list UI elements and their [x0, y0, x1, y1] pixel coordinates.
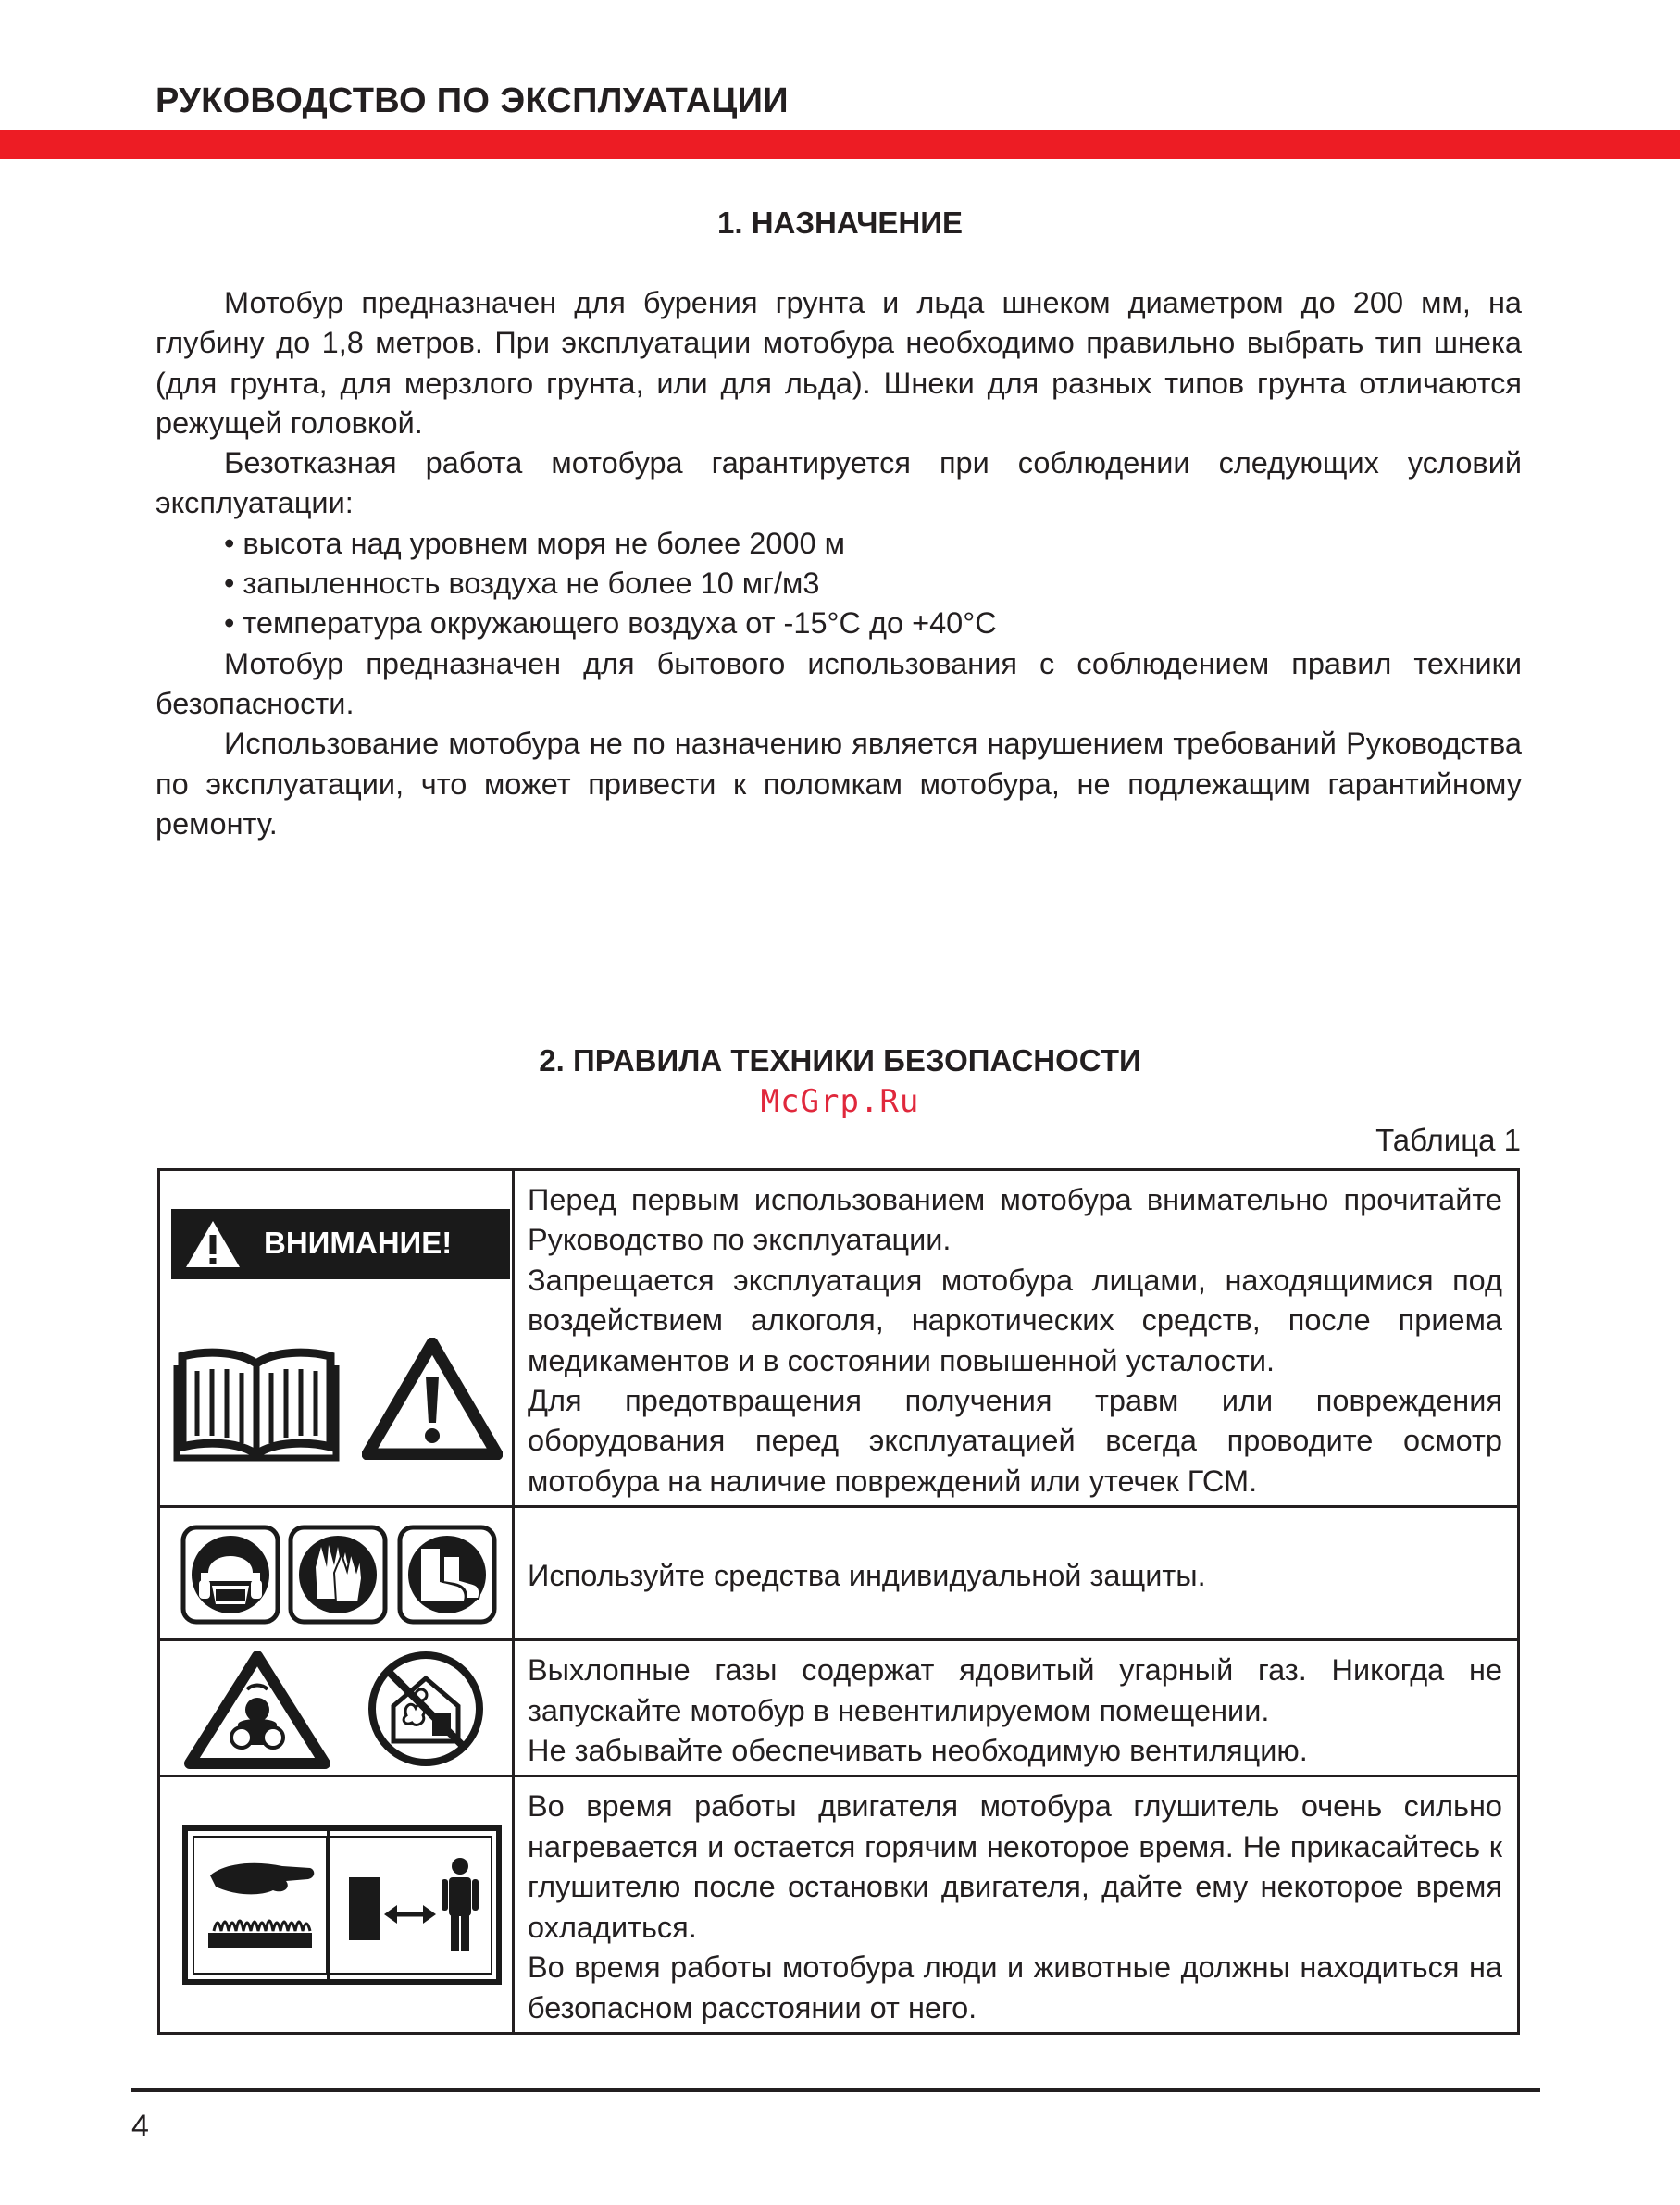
- text-cell: [514, 1507, 1519, 1640]
- footer-divider: [131, 2088, 1540, 2092]
- section-1-title: 1. НАЗНАЧЕНИЕ: [717, 206, 963, 240]
- section-2-title: 2. ПРАВИЛА ТЕХНИКИ БЕЗОПАСНОСТИ: [539, 1043, 1141, 1078]
- warning-banner: [171, 1209, 510, 1279]
- no-indoor-operation-icon: [366, 1649, 486, 1769]
- watermark: McGrp.Ru: [760, 1083, 920, 1120]
- icon-cell: [159, 1640, 514, 1776]
- icon-cell: [159, 1776, 514, 2033]
- document-header-title: РУКОВОДСТВО ПО ЭКСПЛУАТАЦИИ: [156, 81, 789, 120]
- safety-table: [157, 1168, 1520, 2035]
- bullet-altitude: • высота над уровнем моря не более 2000 м: [224, 526, 845, 560]
- row-1-text-2: Запрещается эксплуатация мотобура лицами, находящимися под воздействием алкоголя, наркотических средств, после приема медикаментов и в состоянии повышенной усталости.: [528, 1263, 1502, 1377]
- row-4-text-2: Во время работы мотобура люди и животные должны находиться на безопасном расстоянии от него.: [528, 1950, 1502, 2024]
- keep-distance-icon: [327, 1825, 503, 1985]
- hot-surface-hand-icon: [182, 1825, 330, 1985]
- warning-triangle-icon: [184, 1218, 242, 1270]
- safety-boots-icon: [397, 1525, 497, 1625]
- row-3-text-1: Выхлопные газы содержат ядовитый угарный газ. Никогда не запускайте мотобур в невентилируемом помещении.: [528, 1653, 1502, 1727]
- section-1-body: [156, 283, 1522, 844]
- gloves-icon: [288, 1525, 388, 1625]
- bullet-temperature: • температура окружающего воздуха от -15°С до +40°С: [224, 606, 997, 641]
- warning-label: ВНИМАНИЕ!: [264, 1226, 453, 1260]
- row-3-text-2: Не забывайте обеспечивать необходимую вентиляцию.: [528, 1734, 1308, 1768]
- row-2-text: Используйте средства индивидуальной защиты.: [528, 1559, 1206, 1593]
- row-4-text-1: Во время работы двигателя мотобура глушитель очень сильно нагревается и остается горячим некоторое время. Не прикасайтесь к глушителю после остановки двигателя, дайте ему некоторое время охладиться.: [528, 1789, 1502, 1944]
- paragraph-conditions: Безотказная работа мотобура гарантируется при соблюдении следующих условий эксплуатации:: [156, 446, 1522, 520]
- table-row: [159, 1507, 1519, 1640]
- row-1-text-3: Для предотвращения получения травм или повреждения оборудования перед эксплуатацией всегда проводите осмотр мотобура на наличие повреждений или утечек ГСМ.: [528, 1384, 1502, 1498]
- toxic-fumes-warning-icon: [184, 1651, 330, 1769]
- paragraph-purpose: Мотобур предназначен для бурения грунта и льда шнеком диаметром до 200 мм, на глубину до 1,8 метров. При эксплуатации мотобура необходимо правильно выбрать тип шнека (для грунта, для мерзлого грунта, или для льда). Шнеки для разных типов грунта отличаются режущей головкой.: [156, 286, 1522, 440]
- open-book-icon: [173, 1343, 340, 1464]
- icon-cell: [159, 1170, 514, 1507]
- paragraph-household-use: Мотобур предназначен для бытового использования с соблюдением правил техники безопасности.: [156, 646, 1522, 720]
- caution-triangle-icon: [362, 1338, 503, 1460]
- table-row: [159, 1640, 1519, 1776]
- table-row: [159, 1776, 1519, 2033]
- text-cell: [514, 1776, 1519, 2033]
- bullet-dust: • запыленность воздуха не более 10 мг/м3: [224, 567, 820, 601]
- text-cell: [514, 1640, 1519, 1776]
- icon-cell: [159, 1507, 514, 1640]
- table-label: Таблица 1: [1375, 1123, 1521, 1157]
- row-1-text-1: Перед первым использованием мотобура внимательно прочитайте Руководство по эксплуатации.: [528, 1183, 1502, 1257]
- table-row: [159, 1170, 1519, 1507]
- header-accent-bar: [0, 130, 1680, 159]
- paragraph-misuse: Использование мотобура не по назначению является нарушением требований Руководства по эксплуатации, что может привести к поломкам мотобура, не подлежащим гарантийному ремонту.: [156, 727, 1522, 841]
- text-cell: [514, 1170, 1519, 1507]
- helmet-ear-protection-icon: [180, 1525, 280, 1625]
- page-number: 4: [131, 2109, 149, 2144]
